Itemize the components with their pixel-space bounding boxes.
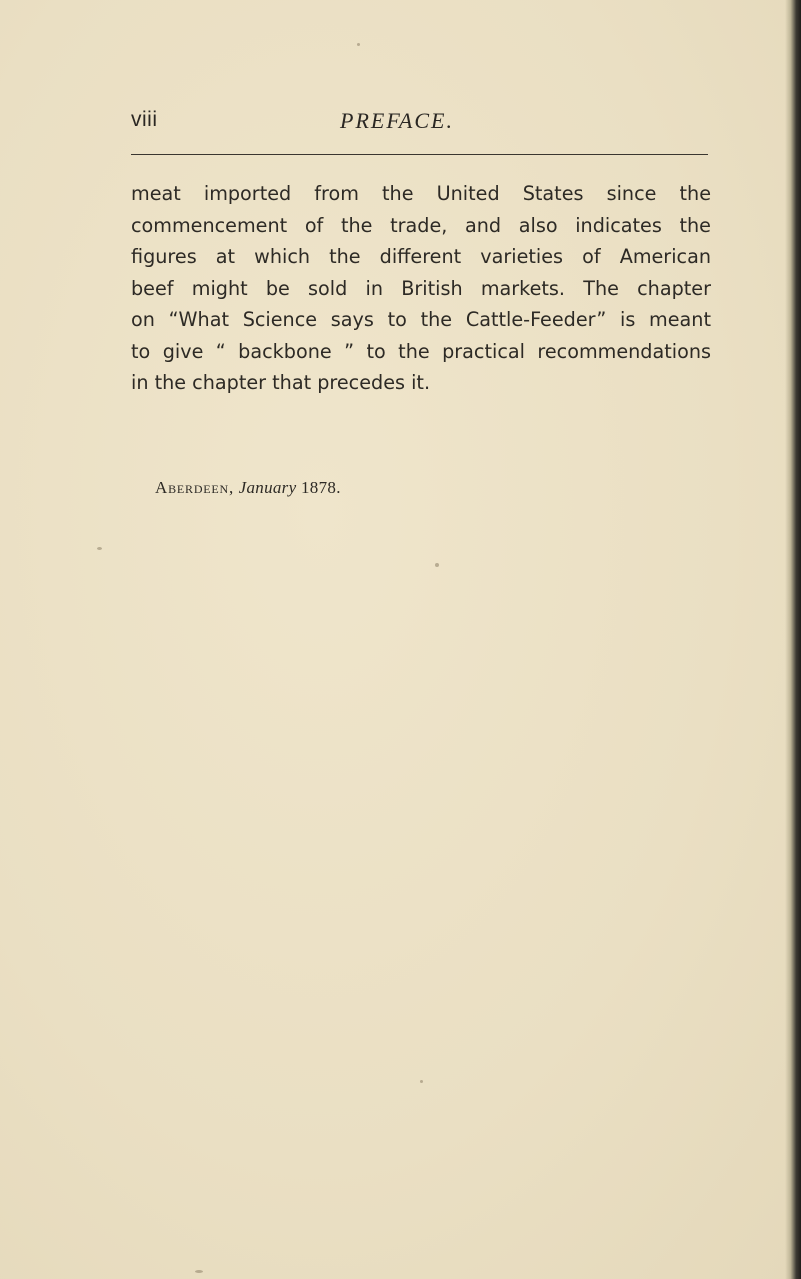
text-line: to give “ backbone ” to the practical recommendations <box>131 339 711 363</box>
paper-speck <box>420 1080 423 1083</box>
text-line: commencement of the trade, and also indicates the <box>131 213 711 237</box>
page-header <box>131 108 708 138</box>
paper-speck <box>357 43 360 46</box>
header-rule <box>131 154 708 155</box>
text-line: in the chapter that precedes it. <box>131 371 431 394</box>
signature-place: Aberdeen, <box>155 478 235 497</box>
preface-paragraph <box>131 178 711 399</box>
paper-speck <box>195 1270 203 1273</box>
page-edge-shadow <box>785 0 801 1279</box>
text-line: beef might be sold in British markets. The chapter <box>131 276 711 300</box>
running-head: PREFACE. <box>340 108 454 133</box>
text-line: figures at which the different varieties of American <box>131 245 711 268</box>
text-line: meat imported from the United States since the <box>131 182 711 205</box>
page-number: viii <box>131 108 158 131</box>
signature-month: January <box>238 478 297 497</box>
paper-speck <box>435 563 439 567</box>
paper-speck <box>97 547 102 550</box>
text-line: on “What Science says to the Cattle-Feeder” is meant <box>131 308 711 331</box>
place-date-signature <box>155 478 341 498</box>
signature-year: 1878. <box>301 478 341 497</box>
